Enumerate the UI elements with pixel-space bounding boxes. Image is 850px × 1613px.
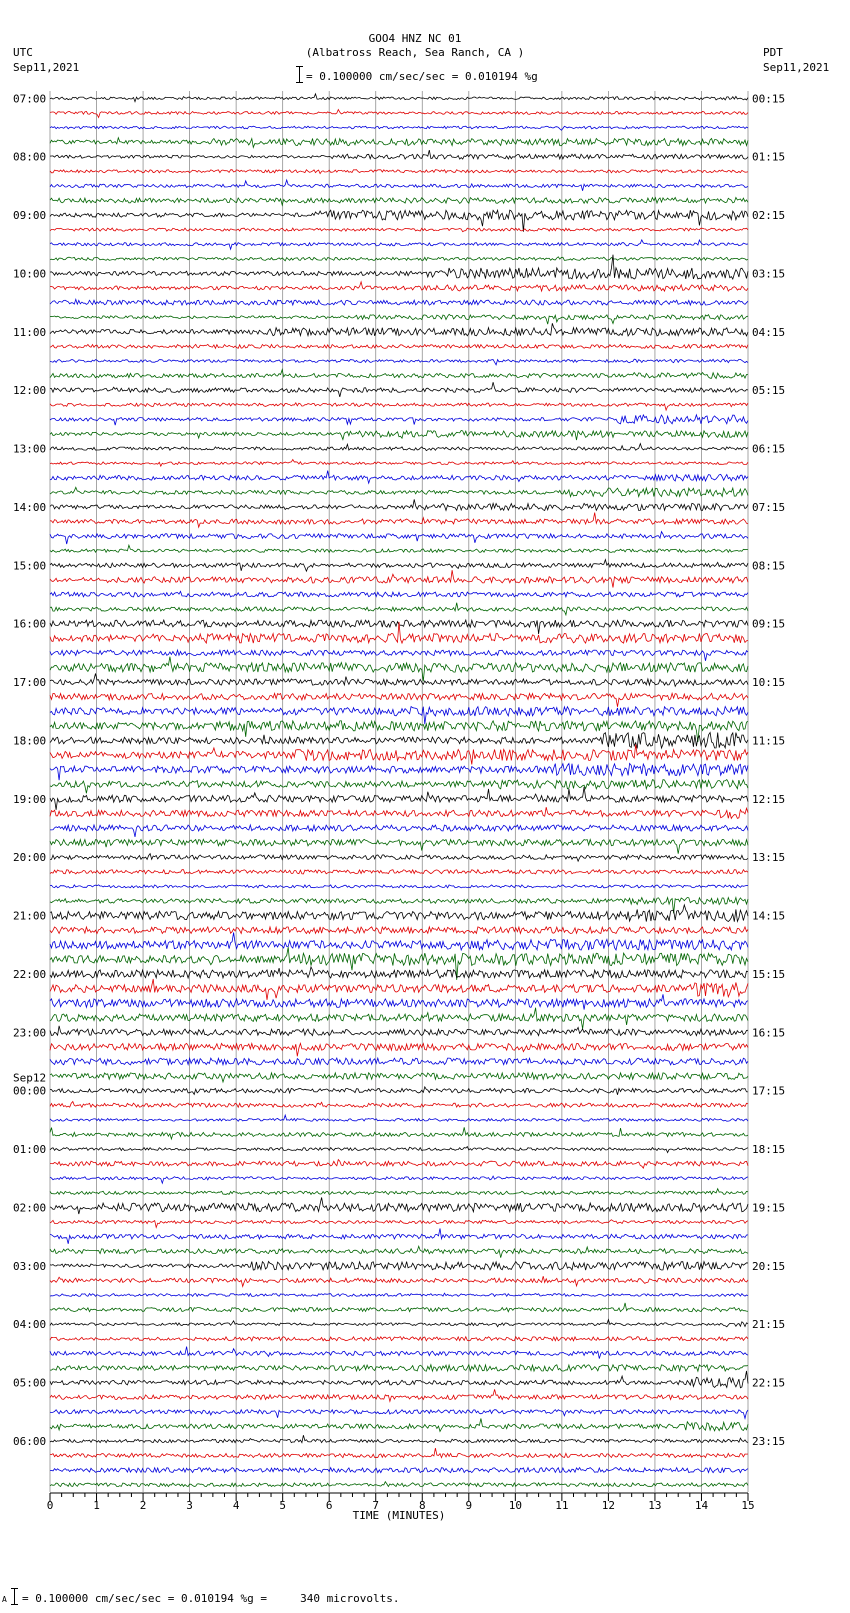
trace-74 <box>50 1160 748 1169</box>
trace-92 <box>50 1418 748 1431</box>
left-hour-label: 15:00 <box>13 559 47 573</box>
left-hour-label: 00:00 <box>13 1084 47 1098</box>
x-tick-label: 5 <box>279 1499 286 1512</box>
trace-73 <box>50 1147 748 1153</box>
trace-34 <box>50 570 748 587</box>
trace-17 <box>50 323 748 336</box>
trace-67 <box>50 1058 748 1065</box>
right-hour-label: 18:15 <box>752 1143 786 1157</box>
right-hour-label: 13:15 <box>752 851 786 865</box>
left-hour-label: 22:00 <box>13 967 47 981</box>
trace-80 <box>50 1246 748 1258</box>
trace-93 <box>50 1435 748 1442</box>
trace-70 <box>50 1102 748 1108</box>
trace-4 <box>50 138 748 148</box>
x-tick-label: 15 <box>741 1499 755 1512</box>
x-tick-label: 3 <box>186 1499 193 1512</box>
trace-18 <box>50 344 748 348</box>
right-hour-label: 19:15 <box>752 1201 786 1215</box>
trace-50 <box>50 807 748 818</box>
right-hour-label: 16:15 <box>752 1026 786 1040</box>
trace-63 <box>50 994 748 1009</box>
left-hour-label: 03:00 <box>13 1259 47 1273</box>
trace-49 <box>50 787 748 810</box>
trace-68 <box>50 1073 748 1082</box>
right-hour-label: 10:15 <box>752 676 786 690</box>
trace-5 <box>50 150 748 159</box>
right-hour-label: 09:15 <box>752 617 786 631</box>
x-tick-label: 7 <box>372 1499 380 1512</box>
left-hour-label: 11:00 <box>13 325 47 339</box>
trace-15 <box>50 299 748 305</box>
trace-94 <box>50 1448 748 1458</box>
left-hour-label: 01:00 <box>13 1143 47 1157</box>
right-hour-label: 11:15 <box>752 734 786 748</box>
left-hour-label: 17:00 <box>13 676 47 690</box>
x-tick-label: 0 <box>46 1499 54 1512</box>
trace-58 <box>50 927 748 934</box>
trace-55 <box>50 885 748 888</box>
x-tick-label: 4 <box>232 1499 240 1512</box>
trace-36 <box>50 603 748 615</box>
right-hour-label: 17:15 <box>752 1084 786 1098</box>
left-hour-label: 18:00 <box>13 734 47 748</box>
scale-text: = 0.100000 cm/sec/sec = 0.010194 %g <box>306 70 538 83</box>
trace-3 <box>50 126 748 130</box>
trace-54 <box>50 870 748 874</box>
trace-19 <box>50 359 748 365</box>
trace-12 <box>50 257 748 261</box>
trace-59 <box>50 933 748 951</box>
trace-87 <box>50 1347 748 1359</box>
trace-14 <box>50 282 748 291</box>
trace-45 <box>50 733 748 749</box>
left-hour-label: 13:00 <box>13 442 47 456</box>
x-tick-label: 1 <box>93 1499 100 1512</box>
right-hour-label: 08:15 <box>752 559 786 573</box>
right-hour-label: 06:15 <box>752 442 786 456</box>
trace-88 <box>50 1365 748 1372</box>
left-hour-label: 04:00 <box>13 1318 47 1332</box>
right-hour-label: 00:15 <box>752 92 786 106</box>
left-hour-label: 05:00 <box>13 1376 47 1390</box>
left-hour-label: 16:00 <box>13 617 47 631</box>
trace-91 <box>50 1410 748 1419</box>
trace-77 <box>50 1197 748 1214</box>
trace-6 <box>50 170 748 174</box>
trace-78 <box>50 1220 748 1228</box>
trace-8 <box>50 198 748 206</box>
right-hour-label: 15:15 <box>752 967 786 981</box>
trace-64 <box>50 1008 748 1029</box>
x-tick-label: 12 <box>601 1499 616 1512</box>
x-tick-label: 8 <box>418 1499 426 1512</box>
trace-26 <box>50 460 748 467</box>
right-hour-label: 22:15 <box>752 1376 786 1390</box>
trace-79 <box>50 1228 748 1243</box>
footer-scale-bar-icon <box>11 1588 18 1605</box>
x-tick-label: 11 <box>555 1499 569 1512</box>
left-hour-label: 23:00 <box>13 1026 47 1040</box>
right-hour-label: 07:15 <box>752 500 786 514</box>
trace-30 <box>50 513 748 528</box>
trace-22 <box>50 403 748 410</box>
trace-47 <box>50 763 748 780</box>
right-hour-label: 12:15 <box>752 792 786 806</box>
trace-60 <box>50 947 748 980</box>
trace-46 <box>50 744 748 764</box>
x-tick-label: 9 <box>465 1499 473 1512</box>
trace-61 <box>50 967 748 978</box>
trace-62 <box>50 979 748 1000</box>
left-date-change-label: Sep12 <box>13 1071 47 1085</box>
x-tick-label: 14 <box>694 1499 709 1512</box>
trace-85 <box>50 1320 748 1327</box>
left-hour-label: 07:00 <box>13 92 47 106</box>
right-date: Sep11,2021 <box>763 61 830 74</box>
trace-33 <box>50 560 748 572</box>
left-hour-label: 12:00 <box>13 384 47 398</box>
trace-42 <box>50 693 748 707</box>
left-hour-label: 21:00 <box>13 909 47 923</box>
trace-27 <box>50 471 748 484</box>
trace-57 <box>50 905 748 922</box>
station-title: GOO4 HNZ NC 01 <box>368 32 462 45</box>
left-hour-label: 02:00 <box>13 1201 47 1215</box>
left-timezone: UTC <box>13 46 33 59</box>
station-location: (Albatross Reach, Sea Ranch, CA ) <box>305 46 525 59</box>
right-hour-label: 23:15 <box>752 1434 786 1448</box>
trace-81 <box>50 1262 748 1271</box>
trace-82 <box>50 1276 748 1286</box>
trace-96 <box>50 1482 748 1487</box>
trace-90 <box>50 1389 748 1401</box>
trace-20 <box>50 370 748 379</box>
trace-52 <box>50 839 748 853</box>
trace-32 <box>50 545 748 552</box>
trace-76 <box>50 1189 748 1195</box>
right-hour-label: 04:15 <box>752 325 786 339</box>
trace-16 <box>50 314 748 324</box>
trace-83 <box>50 1293 748 1296</box>
footer-scale-text: = 0.100000 cm/sec/sec = 0.010194 %g = 340 microvolts. <box>22 1592 400 1605</box>
left-hour-label: 10:00 <box>13 267 47 281</box>
trace-7 <box>50 180 748 191</box>
trace-75 <box>50 1176 748 1183</box>
right-hour-label: 05:15 <box>752 384 786 398</box>
left-hour-label: 14:00 <box>13 500 47 514</box>
x-tick-label: 6 <box>325 1499 333 1512</box>
trace-40 <box>50 657 748 682</box>
right-hour-label: 14:15 <box>752 909 786 923</box>
right-hour-label: 21:15 <box>752 1318 786 1332</box>
right-hour-label: 20:15 <box>752 1259 786 1273</box>
trace-71 <box>50 1115 748 1121</box>
right-timezone: PDT <box>763 46 783 59</box>
trace-39 <box>50 650 748 661</box>
trace-65 <box>50 1026 748 1036</box>
trace-2 <box>50 110 748 118</box>
trace-84 <box>50 1303 748 1312</box>
footer-prefix: A <box>2 1595 7 1604</box>
trace-53 <box>50 854 748 862</box>
left-date: Sep11,2021 <box>13 61 80 74</box>
trace-9 <box>50 210 748 232</box>
trace-21 <box>50 382 748 397</box>
trace-86 <box>50 1337 748 1341</box>
x-tick-label: 10 <box>508 1499 522 1512</box>
left-hour-label: 09:00 <box>13 209 47 223</box>
left-hour-label: 19:00 <box>13 792 47 806</box>
trace-95 <box>50 1468 748 1473</box>
trace-43 <box>50 707 748 725</box>
trace-11 <box>50 240 748 249</box>
right-hour-label: 02:15 <box>752 209 786 223</box>
trace-23 <box>50 415 748 425</box>
left-hour-label: 20:00 <box>13 851 47 865</box>
trace-69 <box>50 1087 748 1095</box>
right-hour-label: 01:15 <box>752 150 786 164</box>
trace-28 <box>50 487 748 496</box>
trace-89 <box>50 1371 748 1388</box>
trace-1 <box>50 94 748 102</box>
trace-35 <box>50 591 748 597</box>
trace-31 <box>50 532 748 544</box>
trace-24 <box>50 431 748 441</box>
trace-72 <box>50 1127 748 1139</box>
x-axis-label: TIME (MINUTES) <box>352 1509 446 1522</box>
trace-51 <box>50 825 748 837</box>
x-tick-label: 13 <box>648 1499 662 1512</box>
x-tick-label: 2 <box>139 1499 147 1512</box>
trace-66 <box>50 1043 748 1056</box>
trace-41 <box>50 674 748 687</box>
trace-25 <box>50 444 748 451</box>
left-hour-label: 06:00 <box>13 1434 47 1448</box>
trace-48 <box>50 780 748 794</box>
trace-29 <box>50 499 748 510</box>
left-hour-label: 08:00 <box>13 150 47 164</box>
trace-10 <box>50 228 748 232</box>
right-hour-label: 03:15 <box>752 267 786 281</box>
